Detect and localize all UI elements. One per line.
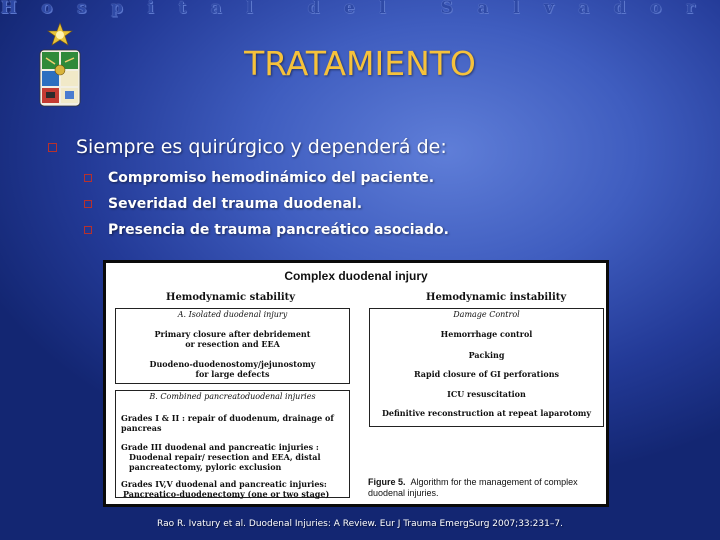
box-line: Rapid closure of GI perforations [413,369,560,379]
citation: Rao R. Ivatury et al. Duodenal Injuries: A Review. Eur J Trauma EmergSurg 2007;33:231–7. [157,519,563,529]
sub-bullet [84,222,449,238]
main-bullet [48,136,447,158]
sub-bullet-text: Compromiso hemodinámico del paciente. [108,170,435,186]
box-line: Pancreatico-duodenectomy (one or two stage) [123,489,330,499]
bullet-square-icon [84,200,92,208]
sub-bullet [84,196,362,212]
sub-bullet-text: Severidad del trauma duodenal. [108,196,363,212]
box-heading: B. Combined pancreatoduodenal injuries [149,392,316,401]
sub-bullet [84,170,434,186]
box-line: Duodenal repair/ resection and EEA, distal [129,452,321,462]
left-column-heading: Hemodynamic stability [166,292,296,303]
caption-label: Figure 5. [368,477,406,487]
figure-title: Complex duodenal injury [284,269,428,283]
box-line: Definitive reconstruction at repeat laparotomy [381,408,592,418]
damage-control-box [369,308,604,427]
box-line: or resection and EEA [185,339,280,349]
box-line: Grades I & II : repair of duodenum, drainage of pancreas [121,413,334,433]
box-line: Primary closure after debridement [154,329,311,339]
bullet-square-icon [84,226,92,234]
caption-text: duodenal injuries. [368,488,439,498]
box-line: Grade III duodenal and pancreatic injuries : [121,442,319,452]
slide-title: TRATAMIENTO [244,44,476,83]
isolated-injury-box [115,308,350,384]
bullet-square-icon [48,143,57,152]
box-line: Grades IV,V duodenal and pancreatic injuries: [121,479,327,489]
box-line: for large defects [195,369,270,379]
figure-caption [368,477,578,499]
box-line: pancreatectomy, pyloric exclusion [129,462,282,472]
sub-bullet-text: Presencia de trauma pancreático asociado. [108,222,449,238]
box-heading: Damage Control [453,310,520,319]
box-line: ICU resuscitation [447,389,526,399]
institution-header: Hospital del Salvador [0,0,720,18]
box-line: Packing [468,350,505,360]
right-column-heading: Hemodynamic instability [426,292,567,303]
box-heading: A. Isolated duodenal injury [177,310,288,319]
main-bullet-text: Siempre es quirúrgico y dependerá de: [76,136,447,158]
combined-injuries-box [115,390,350,498]
box-line: Duodeno-duodenostomy/jejunostomy [149,359,316,369]
bullet-square-icon [84,174,92,182]
caption-text: Algorithm for the management of complex [410,477,578,487]
algorithm-figure [103,260,609,507]
box-line: Hemorrhage control [440,329,533,339]
